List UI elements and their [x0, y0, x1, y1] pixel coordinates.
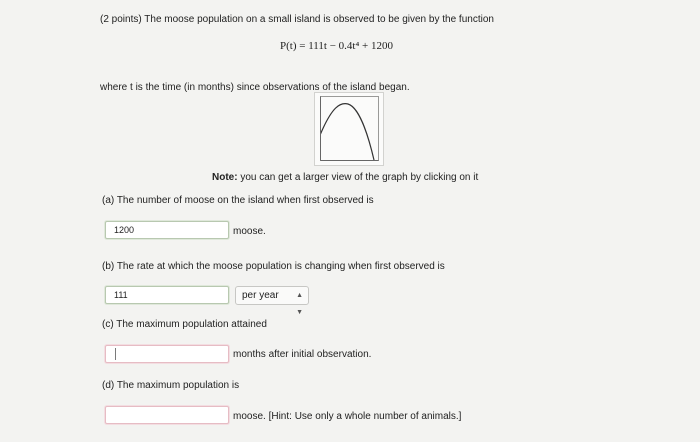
note-text: you can get a larger view of the graph by clicking on it	[237, 172, 479, 183]
part-b-unit-selected: per year	[242, 290, 279, 301]
part-a-answer-input[interactable]: 1200	[105, 221, 229, 239]
text-caret	[115, 348, 116, 360]
note-label: Note:	[212, 172, 238, 183]
part-b-unit-select[interactable]	[235, 286, 309, 316]
problem-intro: (2 points) The moose population on a small island is observed to be given by the function	[100, 14, 494, 25]
part-a-question: (a) The number of moose on the island when first observed is	[102, 195, 374, 206]
part-c-question: (c) The maximum population attained	[102, 319, 267, 330]
note-line	[212, 172, 478, 183]
function-formula: P(t) = 111t − 0.4t⁴ + 1200	[280, 40, 393, 52]
part-b-question: (b) The rate at which the moose population is changing when first observed is	[102, 261, 445, 272]
population-graph-thumbnail[interactable]	[314, 92, 384, 166]
part-c-unit: months after initial observation.	[233, 349, 372, 360]
part-d-unit: moose. [Hint: Use only a whole number of animals.]	[233, 411, 462, 422]
part-d-answer-input[interactable]	[105, 406, 229, 424]
select-updown-icon: ▲ ▼	[296, 292, 303, 316]
part-b-answer-input[interactable]: 111	[105, 286, 229, 304]
part-c-answer-input[interactable]	[105, 345, 229, 363]
part-a-unit: moose.	[233, 226, 266, 237]
part-d-question: (d) The maximum population is	[102, 380, 240, 391]
where-line: where t is the time (in months) since observations of the island began.	[100, 82, 410, 93]
